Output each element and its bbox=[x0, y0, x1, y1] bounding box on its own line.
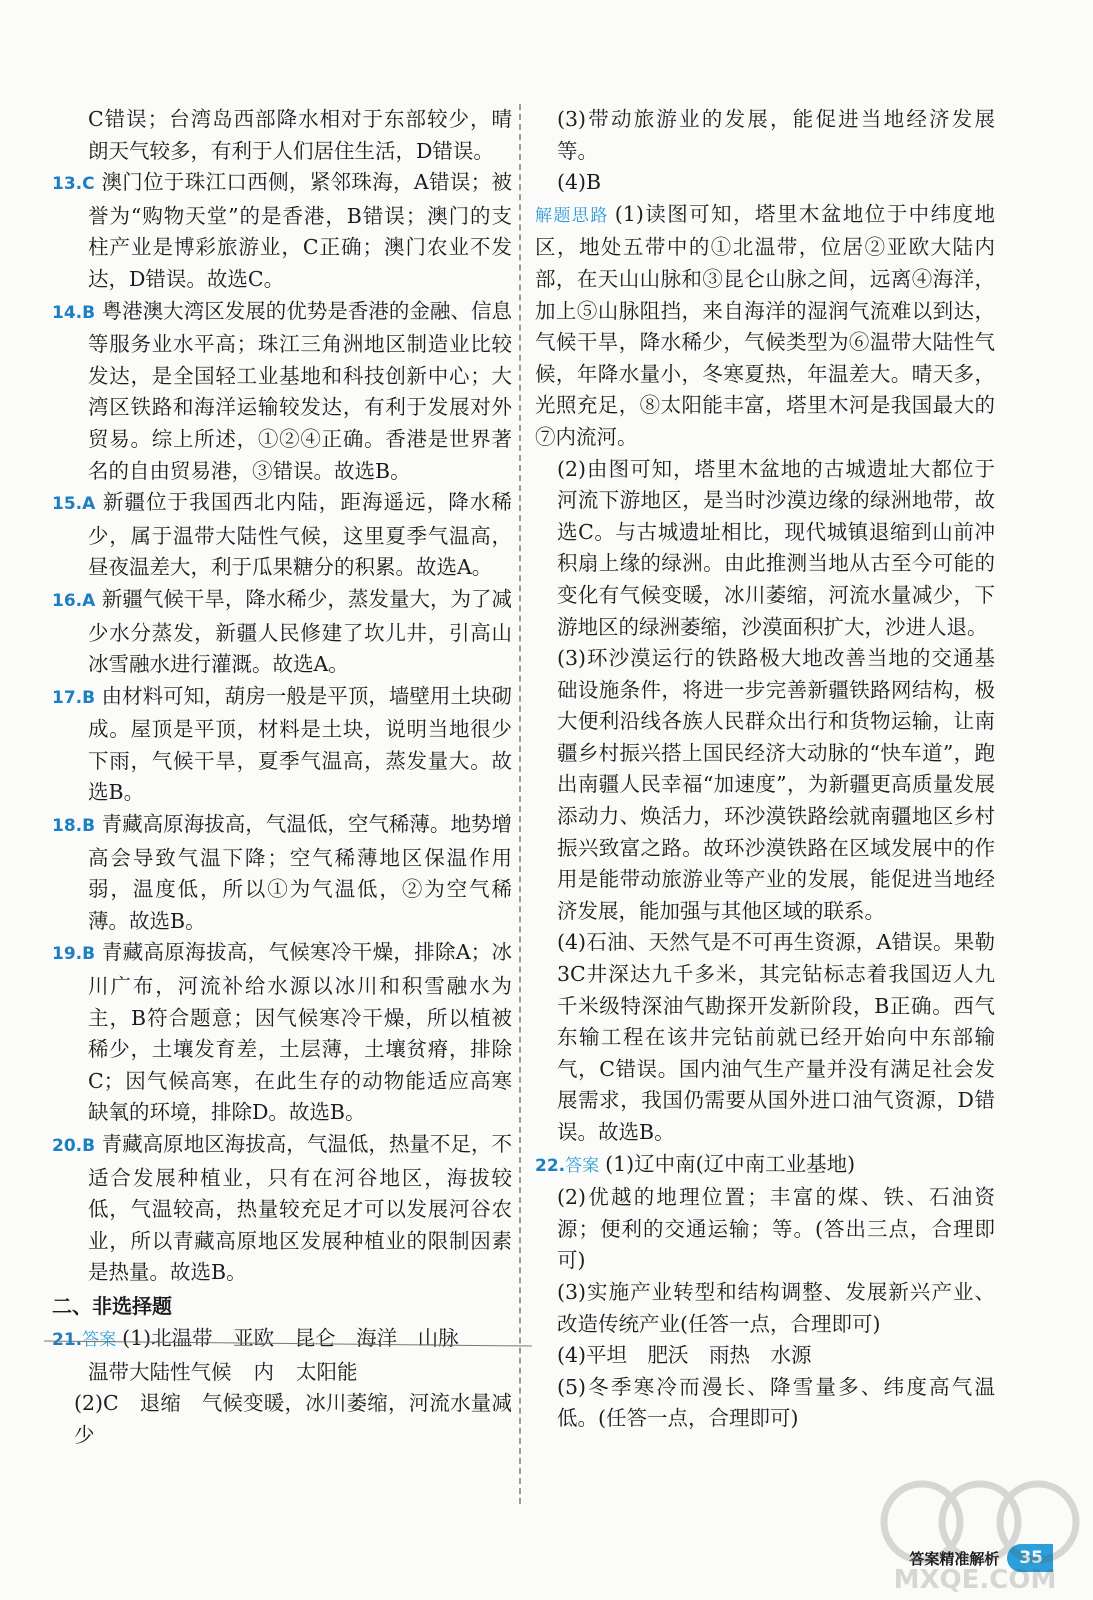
answer-continuation: (3)实施产业转型和结构调整、发展新兴产业、改造传统产业(任答一点，合理即可) bbox=[557, 1279, 995, 1336]
answer-number: 15.A bbox=[52, 494, 96, 515]
answer-number: 13.C bbox=[52, 174, 95, 195]
watermark-text: MXQE.COM bbox=[893, 1565, 1057, 1595]
q21-text-1: (1)北温带 亚欧 昆仑 海洋 山脉 bbox=[122, 1325, 459, 1350]
answer-text: 粤港澳大湾区发展的优势是香港的金融、信息等服务业水平高；珠江三角洲地区制造业比较发达，是全国轻工业基地和科技创新中心；大湾区铁路和海洋运输较发达，有利于发展对外贸易。综上所述，①②④正确。香港是世界著名的自由贸易港，③错误。故选B。 bbox=[88, 298, 512, 483]
page-number: 35 bbox=[1007, 1544, 1053, 1572]
footer-title: 答案精准解析 bbox=[909, 1549, 1000, 1568]
right-answer-list bbox=[535, 104, 995, 1435]
answer-number: 16.A bbox=[52, 590, 96, 611]
q21-climate: 温带大陆性气候 bbox=[88, 1359, 232, 1384]
answer-continuation: (5)冬季寒冷而漫长、降雪量多、纬度高气温低。(任答一点，合理即可) bbox=[557, 1374, 995, 1431]
answer-continuation: (3)带动旅游业的发展，能促进当地经济发展等。 bbox=[557, 107, 995, 163]
answer-item bbox=[52, 296, 512, 488]
answer-continuation: (4)石油、天然气是不可再生资源，A错误。果勒3C井深达九千多米，其完钻标志着我国迈人九千米级特深油气勘探开发新阶段，B正确。西气东输工程在该井完钻前就已经开始向中东部输气，C错误。国内油气生产量并没有满足社会发展需求，我国仍需要从国外进口油气资源，D错误。故选B。 bbox=[557, 930, 995, 1144]
q21-number: 21. bbox=[52, 1329, 83, 1350]
left-answer-list bbox=[52, 104, 512, 1289]
answer-text: 澳门位于珠江口西侧，紧邻珠海，A错误；被誉为“购物天堂”的是香港，B错误；澳门的支柱产业是博彩旅游业，C正确；澳门农业不发达，D错误。故选C。 bbox=[88, 170, 512, 291]
answer-item bbox=[52, 1129, 512, 1289]
answer-label: 答案 bbox=[565, 1155, 600, 1176]
q21-line3: (2)C 退缩 气候变暖，冰川萎缩，河流水量减少 bbox=[74, 1391, 512, 1447]
right-column bbox=[535, 104, 995, 1435]
q21-line2 bbox=[52, 1357, 512, 1389]
answer-item bbox=[52, 937, 512, 1129]
answer-number: 17.B bbox=[52, 687, 96, 708]
answer-item bbox=[52, 809, 512, 937]
answer-item bbox=[52, 681, 512, 809]
answer-continuation: C错误；台湾岛西部降水相对于东部较少，晴朗天气较多，有利于人们居住生活，D错误。 bbox=[88, 107, 512, 163]
watermark-logo-icon bbox=[860, 1470, 1090, 1595]
analysis-text: (1)读图可知，塔里木盆地位于中纬度地区，地处五带中的①北温带，位居②亚欧大陆内部，在天山山脉和③昆仑山脉之间，远离④海洋，加上⑤山脉阻挡，来自海洋的湿润气流难以到达，气候干旱，降水稀少，气候类型为⑥温带大陆性气候，年降水量小，冬寒夏热，年温差大。晴天多，光照充足，⑧太阳能丰富，塔里木河是我国最大的⑦内流河。 bbox=[535, 201, 995, 449]
answer-number: 19.B bbox=[52, 944, 96, 965]
analysis-paragraph bbox=[535, 199, 995, 454]
answer-item bbox=[52, 584, 512, 681]
answer-number: 22. bbox=[535, 1155, 566, 1176]
answer-text: 新疆气候干旱，降水稀少，蒸发量大，为了减少水分蒸发，新疆人民修建了坎儿井，引高山冰雪融水进行灌溉。故选A。 bbox=[88, 586, 512, 677]
answer-number: 14.B bbox=[52, 302, 96, 323]
answer-continuation: (2)优越的地理位置；丰富的煤、铁、石油资源；便利的交通运输；等。(答出三点，合理即可) bbox=[557, 1185, 995, 1273]
answer-number: 18.B bbox=[52, 816, 96, 837]
answer-text: 由材料可知，葫房一般是平顶，墙壁用土块砌成。屋顶是平顶，材料是土块，说明当地很少下雨，气候干旱，夏季气温高，蒸发量大。故选B。 bbox=[88, 683, 512, 805]
answer-text: 青藏高原海拔高，气温低，空气稀薄。地势增高会导致气温下降；空气稀薄地区保温作用弱，温度低，所以①为气温低，②为空气稀薄。故选B。 bbox=[88, 812, 512, 933]
answer-continuation: (2)由图可知，塔里木盆地的古城遗址大都位于河流下游地区，是当时沙漠边缘的绿洲地带，故选C。与古城遗址相比，现代城镇退缩到山前冲积扇上缘的绿洲。由此推测当地从古至今可能的变化有气候变暖，冰川萎缩，河流水量减少，下游地区的绿洲萎缩，沙漠面积扩大，沙进人退。 bbox=[557, 456, 995, 639]
answer-continuation: (4)B bbox=[557, 170, 602, 195]
question-21 bbox=[52, 1323, 512, 1451]
q21-answer-label: 答案 bbox=[82, 1329, 117, 1350]
column-divider bbox=[519, 104, 521, 1504]
answer-item bbox=[52, 487, 512, 584]
answer-continuation: (3)环沙漠运行的铁路极大地改善当地的交通基础设施条件，将进一步完善新疆铁路网结构，极大便利沿线各族人民群众出行和货物运输，让南疆乡村振兴搭上国民经济大动脉的“快车道”，跑出南疆人民幸福“加速度”，为新疆更高质量发展添动力、焕活力，环沙漠铁路绘就南疆地区乡村振兴致富之路。故环沙漠铁路在区域发展中的作用是能带动旅游业等产业的发展，能促进当地经济发展，能加强与其他区域的联系。 bbox=[557, 646, 995, 923]
answer-text: 青藏高原海拔高，气候寒冷干燥，排除A；冰川广布，河流补给水源以冰川和积雪融水为主，B符合题意；因气候寒冷干燥，所以植被稀少，土壤发育差，土层薄，土壤贫瘠，排除C；因气候高寒，在此生存的动物能适应高寒缺氧的环境，排除D。故选B。 bbox=[88, 940, 512, 1125]
q21-line1 bbox=[52, 1323, 512, 1357]
q21-river-type: 内 bbox=[253, 1359, 274, 1384]
section-title: 二、非选择题 bbox=[52, 1293, 172, 1318]
left-column bbox=[52, 104, 512, 1451]
answer-text: 新疆位于我国西北内陆，距海遥远，降水稀少，属于温带大陆性气候，这里夏季气温高，昼夜温差大，利于瓜果糖分的积累。故选A。 bbox=[88, 490, 512, 580]
answer-item bbox=[52, 167, 512, 295]
answer-text: 青藏高原地区海拔高，气温低，热量不足，不适合发展种植业，只有在河谷地区，海拔较低，气温较高，热量较充足才可以发展河谷农业，所以青藏高原地区发展种植业的限制因素是热量。故选B。 bbox=[88, 1132, 512, 1285]
answer-number: 20.B bbox=[52, 1136, 96, 1156]
q21-energy: 太阳能 bbox=[296, 1359, 358, 1384]
answer-continuation: (4)平坦 肥沃 雨热 水源 bbox=[557, 1343, 812, 1368]
answer-heading bbox=[535, 1149, 995, 1183]
answer-text: (1)辽中南(辽中南工业基地) bbox=[605, 1151, 856, 1176]
analysis-label: 解题思路 bbox=[535, 205, 609, 226]
